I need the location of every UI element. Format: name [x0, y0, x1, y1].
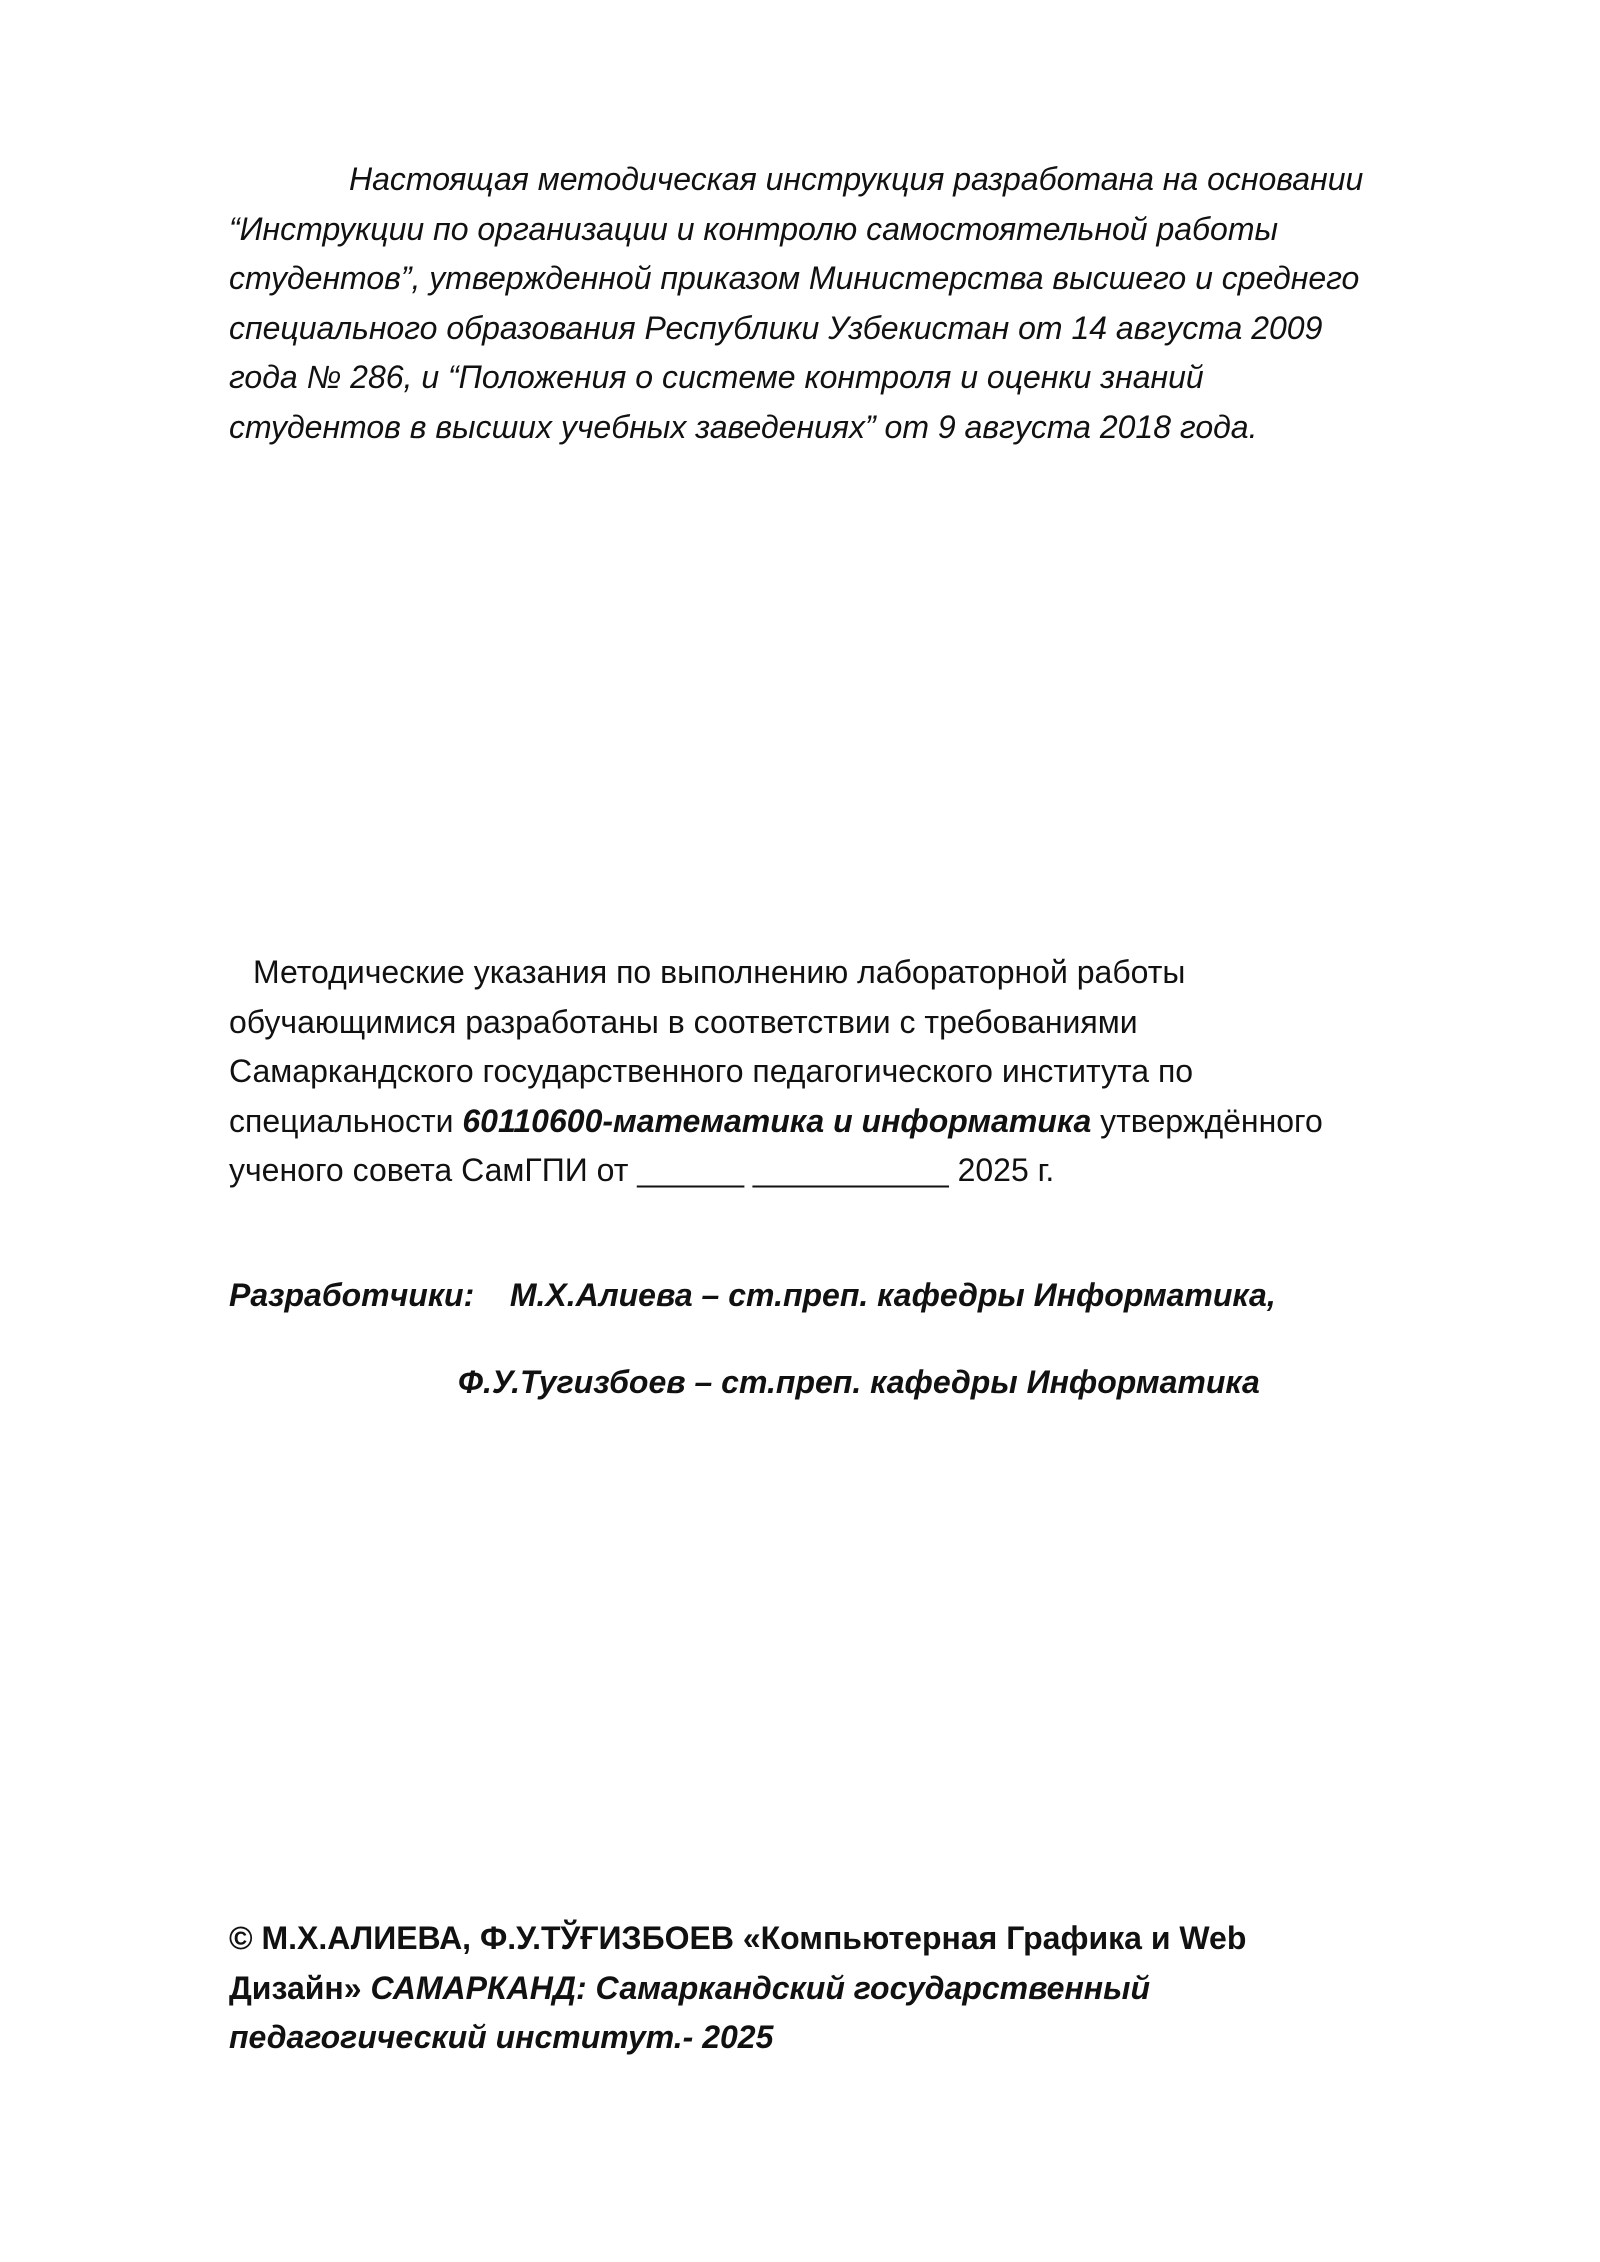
developer-line	[229, 1271, 1491, 1321]
guidelines-line: Самаркандского государственного педагогического института по	[229, 1053, 1194, 1089]
approval-line: ученого совета СамГПИ от ______ ___________ 2025 г.	[229, 1152, 1055, 1188]
copyright-line: педагогический институт.- 2025	[229, 2019, 774, 2055]
guidelines-paragraph	[229, 948, 1491, 1196]
developers-label: Разработчики:	[229, 1277, 475, 1313]
copyright-line: Дизайн» САМАРКАНД: Самаркандский государственный	[229, 1969, 1150, 2006]
developer-1: М.Х.Алиева – ст.преп. кафедры Информатика,	[509, 1277, 1276, 1313]
intro-line: года № 286, и “Положения о системе контроля и оценки знаний	[229, 359, 1204, 395]
specialty-name: 60110600-математика и информатика	[462, 1102, 1092, 1139]
intro-line: специального образования Республики Узбекистан от 14 августа 2009	[229, 309, 1323, 346]
intro-line: “Инструкции по организации и контролю самостоятельной работы	[229, 210, 1279, 247]
intro-line: студентов”, утвержденной приказом Министерства высшего и среднего	[229, 260, 1360, 296]
developer-2: Ф.У.Тугизбоев – ст.преп. кафедры Информатика	[458, 1363, 1260, 1400]
copyright-line: © М.Х.АЛИЕВА, Ф.У.ТЎҒИЗБОЕВ «Компьютерная Графика и Web	[229, 1920, 1247, 1956]
guidelines-line: специальности 60110600-математика и информатика утверждённого	[229, 1102, 1323, 1139]
developers-section	[229, 1271, 1491, 1407]
intro-line: студентов в высших учебных заведениях” от 9 августа 2018 года.	[229, 408, 1258, 445]
guidelines-line: Методические указания по выполнению лабораторной работы	[253, 954, 1186, 990]
intro-paragraph	[229, 155, 1491, 452]
copyright-section	[229, 1914, 1491, 2063]
intro-line: Настоящая методическая инструкция разработана на основании	[349, 161, 1364, 197]
guidelines-line: обучающимися разработаны в соответствии с требованиями	[229, 1003, 1138, 1040]
